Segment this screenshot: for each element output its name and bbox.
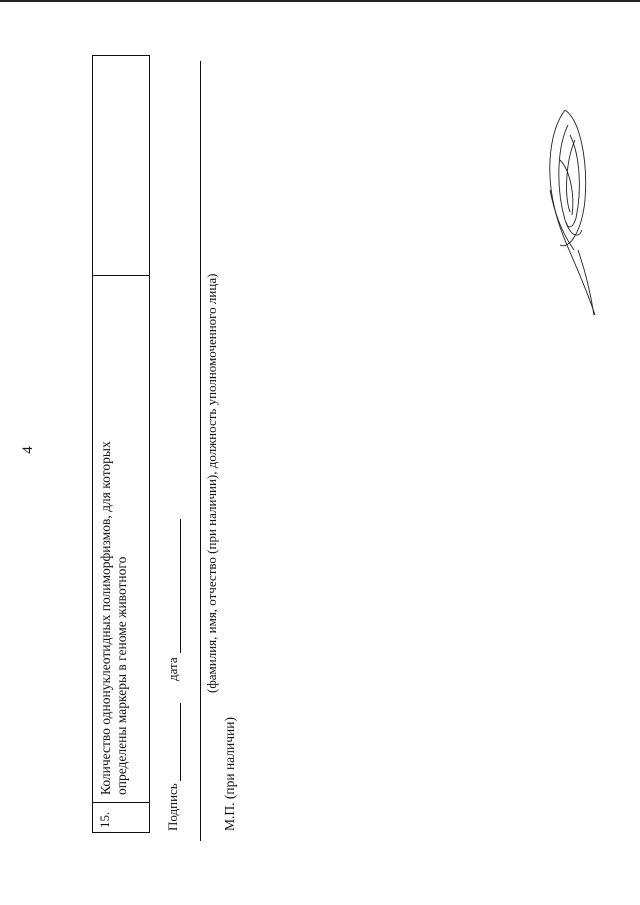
name-position-caption: (фамилия, имя, отчество (при наличии), должность уполномоченного лица) xyxy=(204,273,219,693)
signature-label: Подпись xyxy=(165,783,180,831)
handwritten-signature xyxy=(540,100,610,330)
row-number-cell: 15. xyxy=(93,802,149,832)
date-blank-line xyxy=(180,519,181,653)
stamp-label: М.П. (при наличии) xyxy=(222,717,237,831)
date-label: дата xyxy=(165,657,180,681)
row-value-cell xyxy=(93,56,149,274)
name-position-line xyxy=(200,61,201,841)
signature-blank-line xyxy=(180,703,181,781)
description-line-1: Количество однонуклеотидных полиморфизмов, для которых xyxy=(98,441,113,795)
table-row xyxy=(92,55,150,833)
row-description-cell xyxy=(93,275,149,801)
page-number: 4 xyxy=(20,446,36,454)
description-line-2: определены маркеры в геноме животного xyxy=(114,556,129,795)
